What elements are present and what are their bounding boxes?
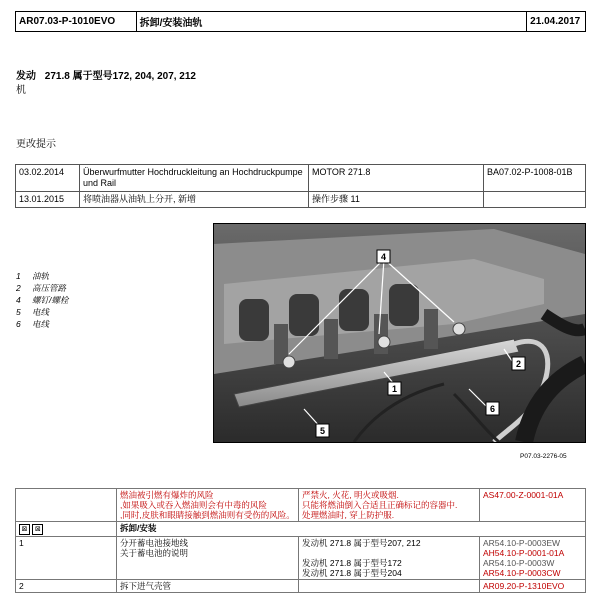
step-engine-list bbox=[299, 537, 480, 580]
callout-2 bbox=[512, 357, 525, 370]
remove-icon: ⊠ bbox=[19, 524, 30, 535]
step-refs bbox=[480, 537, 586, 580]
legend-item: 1 油轨 bbox=[16, 271, 50, 281]
section-label: 拆卸/安装 bbox=[117, 522, 586, 537]
svg-text:6: 6 bbox=[489, 404, 496, 414]
engine-photo-illustration bbox=[214, 224, 585, 442]
change-row bbox=[16, 165, 586, 192]
step-number: 2 bbox=[16, 580, 117, 593]
doc-title: 拆卸/安装油轨 bbox=[136, 12, 527, 32]
change-row bbox=[16, 192, 586, 208]
warning-ref: AS47.00-Z-0001-01A bbox=[480, 489, 586, 522]
step-action: 分开蓄电池接地线 bbox=[120, 538, 189, 548]
legend-item: 6 电线 bbox=[16, 319, 50, 329]
change-ref: BA07.02-P-1008-01B bbox=[484, 165, 586, 192]
step-row bbox=[16, 580, 586, 593]
svg-text:4: 4 bbox=[380, 252, 387, 262]
change-date: 13.01.2015 bbox=[16, 192, 80, 208]
step-engine bbox=[302, 548, 476, 558]
step-action: 拆下进气壳管 bbox=[117, 580, 299, 593]
legend-item: 2 高压管路 bbox=[16, 283, 67, 293]
section-icons bbox=[16, 522, 117, 537]
callout-5 bbox=[316, 424, 329, 437]
callout-6 bbox=[486, 402, 499, 415]
step-row bbox=[16, 537, 586, 580]
engine-label: 发动 bbox=[16, 71, 36, 82]
engine-value: 271.8 属于型号172, 204, 207, 212 bbox=[44, 71, 196, 82]
svg-text:5: 5 bbox=[319, 426, 326, 436]
change-desc: Überwurfmutter Hochdruckleitung an Hochdruckpumpe und Rail bbox=[80, 165, 309, 192]
change-desc: 将喷油器从油轨上分开, 新增 bbox=[80, 192, 309, 208]
legend-item: 5 电线 bbox=[16, 307, 50, 317]
step-engine: 发动机 271.8 属于型号207, 212 bbox=[302, 538, 421, 548]
figure-legend bbox=[16, 270, 68, 330]
section-row bbox=[16, 522, 586, 537]
doc-id: AR07.03-P-1010EVO bbox=[16, 12, 137, 32]
steps-table bbox=[15, 488, 586, 593]
doc-date: 21.04.2017 bbox=[527, 12, 586, 32]
step-action-link[interactable]: 关于蓄电池的说明 bbox=[120, 548, 189, 558]
engine-info bbox=[16, 70, 196, 98]
install-icon: ⊠ bbox=[32, 524, 43, 535]
step-engine: 发动机 271.8 属于型号172 bbox=[302, 558, 402, 568]
change-ref bbox=[484, 192, 586, 208]
svg-text:2: 2 bbox=[515, 359, 522, 369]
step-engine: 发动机 271.8 属于型号204 bbox=[302, 568, 402, 578]
legend-item: 4 螺钉/螺栓 bbox=[16, 295, 69, 305]
step-ref-link[interactable]: AR09.20-P-1310EVO bbox=[480, 580, 586, 593]
step-ref-link[interactable]: AH54.10-P-0001-01A bbox=[483, 548, 565, 558]
figure-caption: P07.03-2276-05 bbox=[520, 453, 567, 460]
warning-precaution: 严禁火, 火花, 明火或吸烟. 只能将燃油倒入合适且正确标记的容器中. 处理燃油时, 穿上防护服. bbox=[299, 489, 480, 522]
changes-heading: 更改提示 bbox=[16, 139, 56, 150]
callout-1 bbox=[388, 382, 401, 395]
engine-label-2: 机 bbox=[16, 85, 26, 96]
header-table bbox=[15, 11, 586, 32]
warning-risk: 燃油被引燃有爆炸的风险 ,如果吸入或吞入燃油则会有中毒的风险 ,同时,皮肤和眼睛接触到燃油则有受伤的风险。 bbox=[117, 489, 299, 522]
change-engine: 操作步骤 11 bbox=[309, 192, 484, 208]
step-ref-link[interactable]: AR54.10-P-0003EW bbox=[483, 538, 561, 548]
step-number: 1 bbox=[16, 537, 117, 580]
step-actions bbox=[117, 537, 299, 580]
changes-table bbox=[15, 164, 586, 208]
change-engine: MOTOR 271.8 bbox=[309, 165, 484, 192]
step-ref-link[interactable]: AR54.10-P-0003CW bbox=[483, 568, 561, 578]
engine-photo bbox=[213, 223, 586, 443]
change-date: 03.02.2014 bbox=[16, 165, 80, 192]
step-ref-link[interactable]: AR54.10-P-0003W bbox=[483, 558, 555, 568]
callout-4 bbox=[377, 250, 390, 263]
svg-text:1: 1 bbox=[391, 384, 398, 394]
warning-row bbox=[16, 489, 586, 522]
